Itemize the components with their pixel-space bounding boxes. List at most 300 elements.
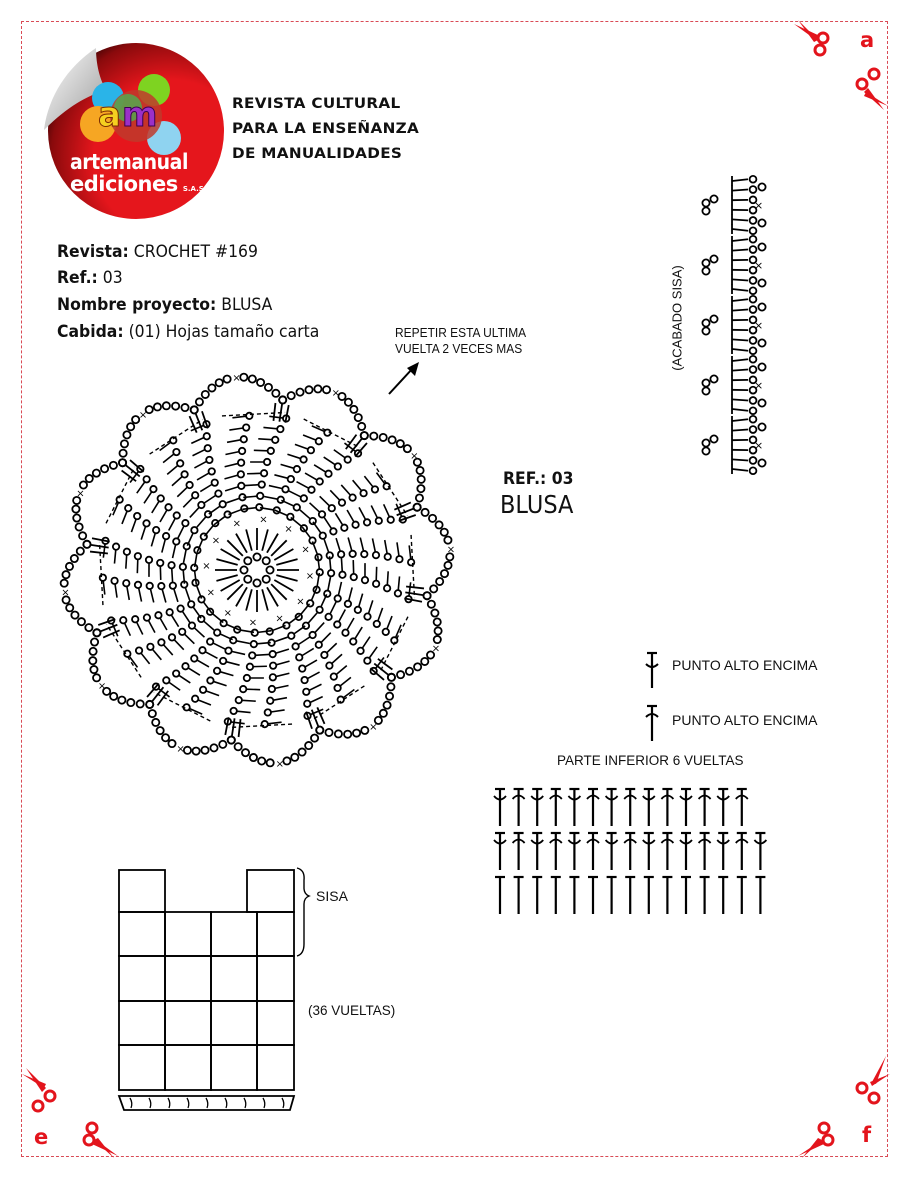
treble-stitch xyxy=(269,416,283,418)
chain-stitch xyxy=(423,592,430,599)
chain-stitch xyxy=(329,505,335,511)
chain-stitch xyxy=(288,633,294,639)
treble-stitch xyxy=(281,464,294,468)
treble-stitch xyxy=(160,618,167,630)
chain-stitch xyxy=(269,686,275,692)
chain-stitch xyxy=(344,456,350,462)
chain-stitch xyxy=(750,176,757,183)
chain-stitch xyxy=(85,624,92,631)
chain-stitch xyxy=(351,574,357,580)
chain-stitch xyxy=(361,432,368,439)
chain-stitch xyxy=(434,618,441,625)
grid-cell xyxy=(119,956,165,1001)
rows-count-label: (36 VUELTAS) xyxy=(308,1003,396,1018)
chain-stitch xyxy=(316,607,322,613)
single-crochet: × xyxy=(259,514,268,526)
treble-stitch xyxy=(327,643,337,653)
chain-stitch xyxy=(441,570,448,577)
treble-stitch xyxy=(174,640,184,650)
stitch-symbol xyxy=(625,876,635,914)
treble-stitch xyxy=(276,649,289,653)
treble-stitch xyxy=(212,614,223,623)
single-crochet: × xyxy=(176,743,185,755)
treble-stitch xyxy=(347,618,354,630)
stitch-symbol xyxy=(681,876,691,914)
chain-stitch xyxy=(199,647,205,653)
chain-stitch xyxy=(416,494,423,501)
treble-stitch xyxy=(378,608,383,621)
treble-stitch xyxy=(732,399,748,400)
treble-stitch xyxy=(197,517,206,528)
tagline-line1: REVISTA CULTURAL xyxy=(232,96,401,112)
chain-stitch xyxy=(421,658,428,665)
chain-stitch xyxy=(373,581,379,587)
chain-stitch xyxy=(750,467,757,474)
treble-stitch xyxy=(303,435,316,440)
grid-cell xyxy=(211,912,257,956)
chain-stitch xyxy=(710,195,717,202)
chain-stitch xyxy=(192,747,199,754)
chain-stitch xyxy=(750,236,757,243)
stitch-symbol xyxy=(643,788,655,826)
doily-note-line2: VUELTA 2 VECES MAS xyxy=(395,341,523,356)
chain-stitch xyxy=(143,476,149,482)
chain-stitch xyxy=(165,504,171,510)
treble-stitch xyxy=(141,526,145,539)
chain-stitch xyxy=(168,740,175,747)
treble-stitch xyxy=(193,607,201,618)
treble-stitch xyxy=(103,581,105,595)
treble-stitch xyxy=(300,510,311,519)
treble-stitch xyxy=(167,465,178,474)
chain-stitch xyxy=(311,735,318,742)
slip-stitch-chain xyxy=(154,692,210,721)
treble-stitch xyxy=(732,370,748,371)
chain-stitch xyxy=(158,639,164,645)
chain-stitch xyxy=(750,287,757,294)
treble-stitch xyxy=(273,403,275,421)
treble-stitch xyxy=(355,627,362,639)
chain-stitch xyxy=(189,622,195,628)
stitch-symbol xyxy=(514,876,524,914)
chain-stitch xyxy=(134,513,140,519)
treble-stitch xyxy=(163,454,174,463)
chain-stitch xyxy=(328,570,334,576)
armhole-label: (ACABADO SISA) xyxy=(669,265,685,371)
single-crochet: × xyxy=(305,571,315,583)
chain-stitch xyxy=(204,433,210,439)
single-crochet: × xyxy=(61,587,70,599)
treble-stitch xyxy=(287,454,300,458)
chain-stitch xyxy=(191,406,198,413)
info-ref xyxy=(57,270,123,287)
chain-stitch xyxy=(214,668,220,674)
chain-stitch xyxy=(750,397,757,404)
treble-stitch xyxy=(268,722,282,724)
chain-stitch xyxy=(62,571,69,578)
chain-stitch xyxy=(323,386,330,393)
chain-stitch xyxy=(91,638,98,645)
treble-stitch xyxy=(115,584,117,598)
treble-stitch xyxy=(732,310,748,311)
chain-stitch xyxy=(191,655,197,661)
chain-stitch xyxy=(294,466,300,472)
chain-stitch xyxy=(90,666,97,673)
treble-stitch xyxy=(324,457,336,465)
stitch-symbol xyxy=(494,788,506,826)
chain-stitch xyxy=(154,403,161,410)
grid-cell xyxy=(165,912,211,956)
chain-stitch xyxy=(113,543,119,549)
treble-stitch xyxy=(275,685,289,688)
treble-stitch xyxy=(269,486,283,489)
chain-stitch xyxy=(180,564,186,570)
chain-stitch xyxy=(207,677,213,683)
chain-stitch xyxy=(244,576,251,583)
chain-stitch xyxy=(324,591,330,597)
chain-stitch xyxy=(710,375,717,382)
treble-stitch xyxy=(169,518,176,530)
chain-stitch xyxy=(702,207,709,214)
treble-stitch xyxy=(732,239,748,241)
treble-stitch xyxy=(409,545,411,559)
treble-stitch xyxy=(359,594,363,607)
treble-stitch xyxy=(732,469,748,471)
chain-stitch xyxy=(383,629,389,635)
chain-stitch xyxy=(292,643,298,649)
info-cabida-value: (01) Hojas tamaño carta xyxy=(128,322,320,342)
treble-stitch xyxy=(232,416,246,418)
stitch-symbol xyxy=(550,788,562,826)
treble-stitch xyxy=(372,538,375,552)
chain-stitch xyxy=(387,683,394,690)
chain-stitch xyxy=(172,402,179,409)
chain-stitch xyxy=(750,217,757,224)
chain-stitch xyxy=(750,426,757,433)
treble-stitch xyxy=(324,539,329,552)
chain-stitch xyxy=(77,548,84,555)
chain-stitch xyxy=(750,277,757,284)
stitch-symbol xyxy=(588,876,598,914)
pattern-name: BLUSA xyxy=(500,490,574,519)
stitch-symbol xyxy=(568,788,580,826)
stitch-symbol xyxy=(717,832,729,870)
stitch-symbol xyxy=(680,832,692,870)
chain-stitch xyxy=(303,689,309,695)
chain-stitch xyxy=(294,504,300,510)
double-crochet xyxy=(262,529,268,550)
chain-stitch xyxy=(86,475,93,482)
ruffle-fold xyxy=(244,1098,246,1108)
chain-stitch xyxy=(316,438,322,444)
treble-stitch xyxy=(188,668,200,675)
pattern-ref: REF.: 03 xyxy=(503,469,574,489)
chain-stitch xyxy=(155,612,161,618)
stitch-symbol xyxy=(568,832,580,870)
chain-stitch xyxy=(750,347,757,354)
treble-stitch xyxy=(335,513,342,525)
grid-cell xyxy=(211,1045,257,1090)
chain-stitch xyxy=(150,486,156,492)
chain-stitch xyxy=(361,727,368,734)
treble-stitch xyxy=(398,576,399,590)
treble-stitch xyxy=(172,476,182,485)
stitch-symbol xyxy=(513,832,525,870)
chain-stitch xyxy=(702,259,709,266)
chain-stitch xyxy=(257,379,264,386)
stitch-symbol xyxy=(661,788,673,826)
treble-stitch xyxy=(179,675,191,683)
treble-stitch xyxy=(273,698,287,700)
legend-label: PUNTO ALTO ENCIMA xyxy=(672,657,818,673)
chain-stitch xyxy=(163,402,170,409)
treble-stitch xyxy=(330,490,340,500)
treble-stitch xyxy=(359,507,366,519)
chain-stitch xyxy=(228,736,235,743)
chain-stitch xyxy=(266,566,273,573)
single-crochet: × xyxy=(275,613,284,625)
chain-stitch xyxy=(750,407,757,414)
treble-stitch xyxy=(225,452,239,455)
treble-stitch xyxy=(368,600,372,613)
treble-stitch xyxy=(90,552,108,554)
chain-stitch xyxy=(355,607,361,613)
chain-stitch xyxy=(249,375,256,382)
chain-stitch xyxy=(170,582,176,588)
treble-stitch xyxy=(213,643,226,649)
treble-stitch xyxy=(171,615,178,627)
chain-stitch xyxy=(146,701,153,708)
chain-stitch xyxy=(251,641,257,647)
chain-stitch xyxy=(396,556,402,562)
chain-stitch xyxy=(123,580,129,586)
chain-stitch xyxy=(238,483,244,489)
chain-stitch xyxy=(702,447,709,454)
treble-stitch xyxy=(364,476,373,487)
chain-stitch xyxy=(243,424,249,430)
chain-stitch xyxy=(301,495,307,501)
ruffle-fold xyxy=(130,1098,132,1108)
chain-stitch xyxy=(388,674,395,681)
chain-stitch xyxy=(147,644,153,650)
tagline-line2: PARA LA ENSEÑANZA xyxy=(232,121,420,137)
treble-stitch xyxy=(341,558,342,572)
info-ref-label: Ref.: xyxy=(57,268,98,288)
single-crochet: × xyxy=(138,409,148,421)
treble-stitch xyxy=(127,586,129,600)
chain-stitch xyxy=(288,476,294,482)
chain-stitch xyxy=(66,563,73,570)
treble-stitch xyxy=(182,611,190,623)
treble-stitch xyxy=(197,473,209,480)
single-crochet: × xyxy=(296,596,305,608)
grid-cell xyxy=(165,956,211,1001)
chain-stitch xyxy=(242,749,249,756)
chain-stitch xyxy=(163,533,169,539)
stitch-symbol xyxy=(754,832,766,870)
chain-stitch xyxy=(89,648,96,655)
chain-stitch xyxy=(182,520,188,526)
treble-stitch xyxy=(387,616,392,629)
ruffle-fold xyxy=(282,1098,284,1108)
single-crochet: × xyxy=(754,319,764,332)
single-crochet: × xyxy=(446,544,456,556)
chain-stitch xyxy=(181,471,187,477)
chain-stitch xyxy=(198,502,204,508)
publisher-logo xyxy=(36,38,226,224)
treble-stitch xyxy=(281,500,294,506)
treble-stitch xyxy=(371,506,377,519)
chain-stitch xyxy=(345,399,352,406)
chain-stitch xyxy=(184,747,191,754)
treble-stitch xyxy=(732,299,748,301)
chain-stitch xyxy=(135,553,141,559)
treble-stitch xyxy=(103,544,105,558)
chain-stitch xyxy=(304,701,310,707)
brand-name-line2: ediciones xyxy=(70,172,178,196)
treble-stitch xyxy=(185,587,190,600)
chain-stitch xyxy=(157,727,164,734)
chain-stitch xyxy=(132,616,138,622)
treble-stitch xyxy=(204,495,216,503)
stitch-symbol xyxy=(550,832,562,870)
single-crochet: × xyxy=(76,488,85,500)
chain-stitch xyxy=(418,476,425,483)
chain-stitch xyxy=(702,327,709,334)
chain-stitch xyxy=(331,673,337,679)
treble-stitch xyxy=(191,438,204,444)
chain-stitch xyxy=(249,652,255,658)
chain-stitch xyxy=(334,621,340,627)
treble-stitch xyxy=(310,503,320,513)
treble-stitch xyxy=(239,719,241,737)
treble-stitch xyxy=(732,289,748,291)
treble-stitch xyxy=(732,409,748,411)
chain-stitch xyxy=(702,439,709,446)
treble-stitch xyxy=(321,633,331,643)
chain-stitch xyxy=(111,578,117,584)
chain-stitch xyxy=(225,648,231,654)
treble-stitch xyxy=(353,480,362,491)
chain-stitch xyxy=(430,585,437,592)
single-crochet: × xyxy=(754,199,764,212)
chain-stitch xyxy=(364,519,370,525)
chain-stitch xyxy=(168,562,174,568)
chain-stitch xyxy=(308,487,314,493)
single-crochet: × xyxy=(754,439,764,452)
stitch-symbol-hook-up-icon xyxy=(642,703,662,743)
single-crochet: × xyxy=(232,373,241,385)
chain-stitch xyxy=(216,379,223,386)
treble-stitch xyxy=(183,497,193,507)
scissors-icon xyxy=(790,18,838,58)
stitch-symbol xyxy=(755,876,765,914)
treble-stitch xyxy=(732,419,748,421)
treble-stitch xyxy=(732,229,748,231)
double-crochet xyxy=(216,559,237,565)
chain-stitch xyxy=(174,512,180,518)
chain-stitch xyxy=(339,499,345,505)
info-ref-value: 03 xyxy=(102,268,123,288)
slip-stitch-chain xyxy=(222,412,285,415)
chain-stitch xyxy=(219,501,225,507)
single-crochet: × xyxy=(331,388,341,400)
chain-stitch xyxy=(223,375,230,382)
treble-stitch xyxy=(307,672,319,679)
chain-stitch xyxy=(152,719,159,726)
treble-stitch xyxy=(732,349,748,351)
chain-stitch xyxy=(702,199,709,206)
chain-stitch xyxy=(239,448,245,454)
treble-stitch xyxy=(298,637,310,645)
single-crochet: × xyxy=(754,259,764,272)
treble-stitch xyxy=(184,549,187,563)
treble-stitch xyxy=(206,691,219,696)
chain-stitch xyxy=(127,699,134,706)
grid-cell xyxy=(119,1045,165,1090)
chain-stitch xyxy=(434,627,441,634)
chain-stitch xyxy=(395,590,401,596)
chain-stitch xyxy=(422,509,429,516)
grid-cell xyxy=(165,1001,211,1045)
chain-stitch xyxy=(101,465,108,472)
chain-stitch xyxy=(188,601,194,607)
chain-stitch xyxy=(338,551,344,557)
chain-stitch xyxy=(428,601,435,608)
double-crochet xyxy=(262,589,268,610)
chain-stitch xyxy=(181,404,188,411)
brand-name-line2-wrap xyxy=(70,172,206,196)
single-crochet: × xyxy=(369,722,378,734)
chain-stitch xyxy=(123,431,130,438)
chain-stitch xyxy=(207,638,213,644)
scissors-icon xyxy=(796,1118,844,1158)
chain-stitch xyxy=(325,471,331,477)
single-crochet: × xyxy=(206,587,215,599)
bottom-stitch-rows xyxy=(490,782,790,922)
chain-stitch xyxy=(373,552,379,558)
legend-label: PUNTO ALTO ENCIMA xyxy=(672,712,818,728)
chain-stitch xyxy=(296,654,302,660)
treble-stitch xyxy=(406,586,424,588)
treble-stitch xyxy=(302,648,314,655)
chain-stitch xyxy=(119,450,126,457)
single-crochet: × xyxy=(301,544,310,556)
corner-letter-a: a xyxy=(860,28,875,52)
shoulder-block-right xyxy=(247,870,294,912)
treble-stitch xyxy=(198,700,211,705)
treble-stitch xyxy=(169,682,180,690)
chain-stitch xyxy=(300,456,306,462)
treble-stitch xyxy=(213,681,226,685)
grid-cell xyxy=(119,1001,165,1045)
chain-stitch xyxy=(349,494,355,500)
brand-suffix: S.A.S. xyxy=(182,185,207,193)
chain-stitch xyxy=(210,744,217,751)
chain-stitch xyxy=(303,623,309,629)
single-crochet: × xyxy=(284,523,293,535)
slip-stitch-chain xyxy=(229,724,292,727)
chain-stitch xyxy=(158,495,164,501)
chain-stitch xyxy=(389,436,396,443)
treble-stitch xyxy=(320,496,330,506)
chain-stitch xyxy=(358,423,365,430)
chain-stitch xyxy=(750,186,757,193)
treble-stitch xyxy=(336,666,347,675)
chain-stitch xyxy=(127,423,134,430)
treble-stitch xyxy=(308,613,317,624)
chain-stitch xyxy=(750,356,757,363)
